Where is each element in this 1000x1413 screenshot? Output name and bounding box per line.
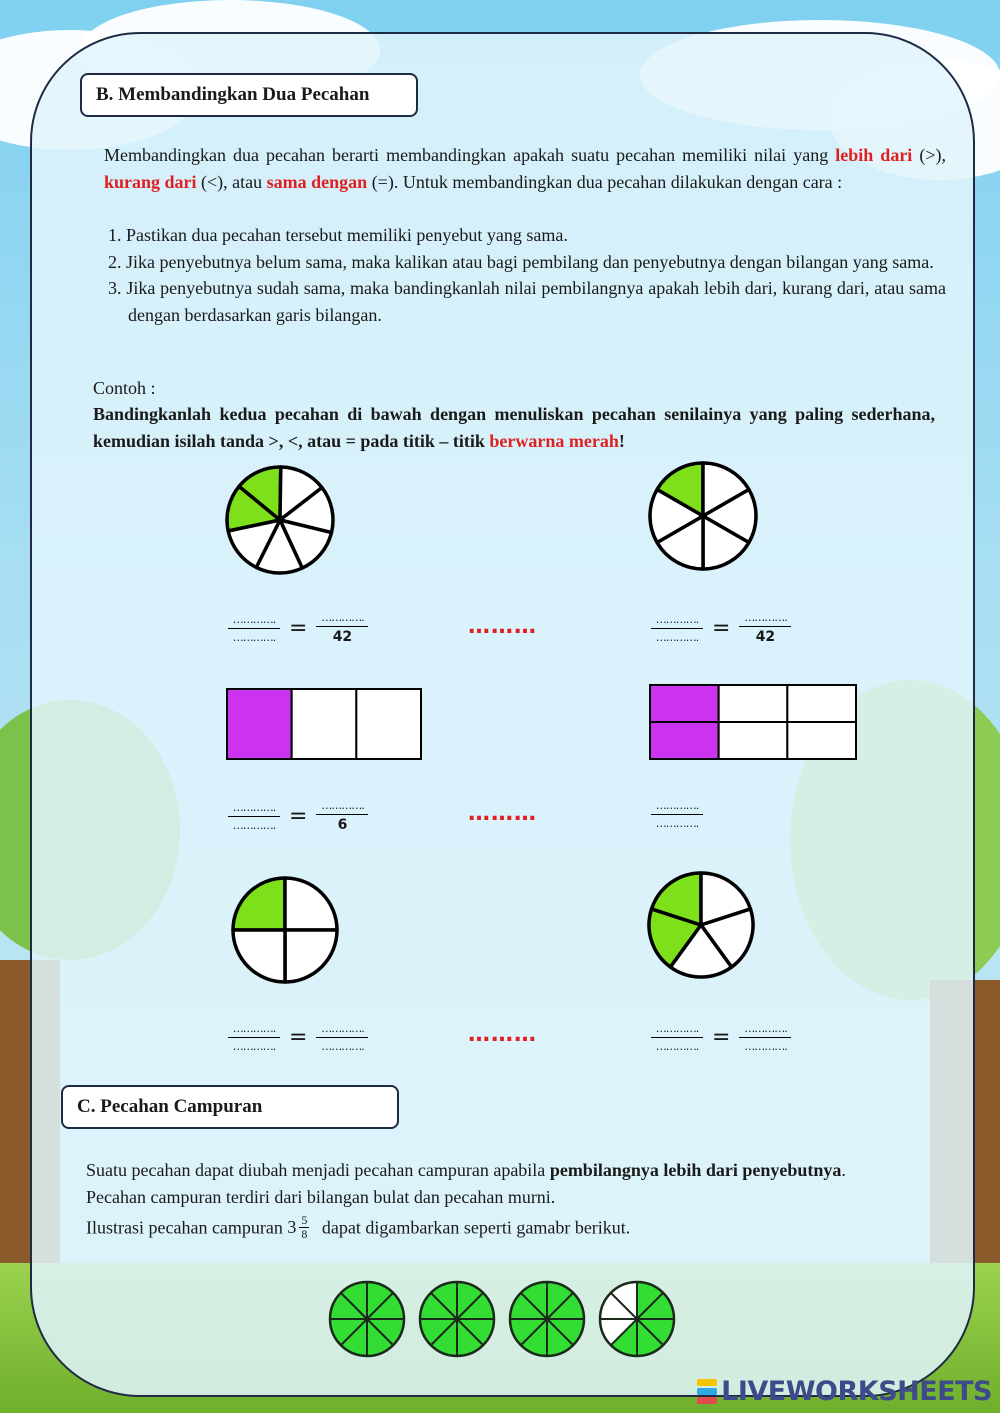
blank-numerator[interactable]: …………. <box>744 1022 787 1035</box>
blank-fraction[interactable] <box>227 801 281 832</box>
blank-numerator[interactable]: …………. <box>655 612 699 626</box>
slice <box>233 930 285 982</box>
instruction-end: ! <box>618 430 625 451</box>
circle-fraction-7 <box>222 462 338 578</box>
blank-denominator[interactable]: …………. <box>655 817 699 830</box>
section-c-title <box>61 1085 399 1129</box>
compare-blank-1[interactable]: ……… <box>468 614 537 639</box>
text: . <box>841 1160 846 1180</box>
section-b-title-text: B. Membandingkan Dua Pecahan <box>96 84 370 105</box>
instruction-red-text: berwarna merah <box>489 430 619 451</box>
blank-fraction[interactable] <box>738 611 792 645</box>
blank-numerator[interactable]: …………. <box>232 800 276 814</box>
blank-numerator[interactable]: …………. <box>321 1022 364 1035</box>
fraction-blank-left-1 <box>227 611 369 645</box>
shaded-part <box>227 689 292 759</box>
slice <box>285 878 337 930</box>
fraction <box>299 1214 309 1241</box>
logo-icon <box>697 1378 717 1406</box>
logo-text: LIVEWORKSHEETS <box>721 1376 992 1407</box>
bold-text: pembilangnya lebih dari penyebutnya <box>549 1160 842 1180</box>
fraction-blank-right-2 <box>650 799 704 830</box>
intro-text-end: (=). Untuk membandingkan dua pecahan dilakukan dengan cara : <box>367 171 843 192</box>
equals-sign: = <box>289 615 308 641</box>
circle-fraction-5 <box>645 869 757 981</box>
denominator-value: 6 <box>337 817 348 833</box>
section-c-line-2: Pecahan campuran terdiri dari bilangan bulat dan pecahan murni. <box>86 1186 556 1207</box>
lt-symbol: (<), atau <box>196 171 267 192</box>
part <box>719 685 788 722</box>
blank-denominator[interactable]: …………. <box>744 1040 787 1053</box>
shaded-part <box>650 722 719 759</box>
liveworksheets-logo <box>697 1376 992 1407</box>
instruction <box>93 401 935 454</box>
numerator: 5 <box>301 1213 308 1227</box>
blank-denominator[interactable]: …………. <box>232 818 276 832</box>
blank-denominator[interactable]: …………. <box>232 630 276 644</box>
blank-fraction[interactable] <box>227 613 281 644</box>
gt-symbol: (>), <box>912 145 946 165</box>
grid-fraction-6 <box>648 683 858 761</box>
intro-text: Membandingkan dua pecahan berarti membandingkan apakah suatu pecahan memiliki nilai yang <box>104 145 836 165</box>
whole-number: 3 <box>287 1217 297 1238</box>
compare-blank-2[interactable]: ……… <box>468 801 537 826</box>
blank-fraction[interactable] <box>315 799 369 833</box>
part <box>719 722 788 759</box>
section-b-title <box>80 73 418 117</box>
text: dapat digambarkan seperti gamabr berikut. <box>317 1217 631 1238</box>
section-c-line-1 <box>86 1157 946 1184</box>
denominator-value: 42 <box>332 629 353 645</box>
blank-denominator[interactable]: …………. <box>655 1040 699 1053</box>
denominator-value: 42 <box>755 629 776 645</box>
kurang-dari-term: kurang dari <box>104 171 197 192</box>
blank-fraction[interactable] <box>315 1022 369 1053</box>
sama-dengan-term: sama dengan <box>266 171 368 192</box>
fraction-blank-right-1 <box>650 611 792 645</box>
fraction-blank-left-3 <box>227 1022 369 1053</box>
blank-numerator[interactable]: …………. <box>321 611 364 624</box>
blank-fraction[interactable] <box>650 1022 704 1053</box>
shaded-part <box>650 685 719 722</box>
step-item: 3. Jika penyebutnya sudah sama, maka bandingkanlah nilai pembilangnya apakah lebih dari, kurang dari, atau sama dengan berdasarkan garis bilangan. <box>108 278 946 325</box>
blank-fraction[interactable] <box>650 799 704 830</box>
equals-sign: = <box>712 1025 731 1050</box>
section-c-line-3 <box>86 1214 946 1241</box>
equals-sign: = <box>289 1025 308 1050</box>
section-c-text <box>86 1157 946 1241</box>
blank-denominator[interactable]: …………. <box>321 1040 364 1053</box>
lebih-dari-term: lebih dari <box>835 145 913 165</box>
blank-numerator[interactable]: …………. <box>655 1022 699 1035</box>
text: Suatu pecahan dapat diubah menjadi pecahan campuran apabila <box>86 1160 550 1180</box>
circle-fraction-4 <box>229 874 341 986</box>
section-b-intro <box>104 142 946 195</box>
blank-fraction[interactable] <box>227 1022 281 1053</box>
mixed-fraction <box>287 1214 317 1241</box>
part <box>787 722 856 759</box>
equals-sign: = <box>289 803 308 829</box>
step-item: 1. Pastikan dua pecahan tersebut memiliki penyebut yang sama. <box>108 225 568 245</box>
steps-list <box>104 222 946 328</box>
blank-numerator[interactable]: …………. <box>232 1022 276 1035</box>
shaded-slice <box>233 878 285 930</box>
blank-fraction[interactable] <box>650 613 704 644</box>
compare-blank-3[interactable]: ……… <box>468 1022 537 1047</box>
blank-numerator[interactable]: …………. <box>655 799 699 812</box>
blank-fraction[interactable] <box>315 611 369 645</box>
blank-numerator[interactable]: …………. <box>232 612 276 626</box>
blank-fraction[interactable] <box>738 1022 792 1053</box>
bar-fraction-3 <box>225 687 423 761</box>
fraction-blank-right-3 <box>650 1022 792 1053</box>
blank-numerator[interactable]: …………. <box>744 611 787 624</box>
fraction-blank-left-2 <box>227 799 369 833</box>
text: Ilustrasi pecahan campuran <box>86 1217 288 1238</box>
denominator: 8 <box>301 1227 308 1241</box>
blank-denominator[interactable]: …………. <box>655 630 699 644</box>
part <box>787 685 856 722</box>
section-c-title-text: C. Pecahan Campuran <box>77 1096 263 1117</box>
mixed-fraction-illustration <box>328 1278 680 1360</box>
part <box>292 689 357 759</box>
slice <box>285 930 337 982</box>
example-label: Contoh : <box>93 378 156 398</box>
blank-denominator[interactable]: …………. <box>232 1040 276 1053</box>
blank-numerator[interactable]: …………. <box>321 799 364 812</box>
part <box>356 689 421 759</box>
instruction-text: Bandingkanlah kedua pecahan di bawah dengan menuliskan pecahan senilainya yang paling sederhana, kemudian isilah tanda >, <, atau = pada titik – titik <box>93 404 935 451</box>
circle-fraction-6 <box>645 458 761 574</box>
equals-sign: = <box>712 615 731 641</box>
step-item: 2. Jika penyebutnya belum sama, maka kalikan atau bagi pembilang dan penyebutnya dengan bilangan yang sama. <box>108 251 934 272</box>
